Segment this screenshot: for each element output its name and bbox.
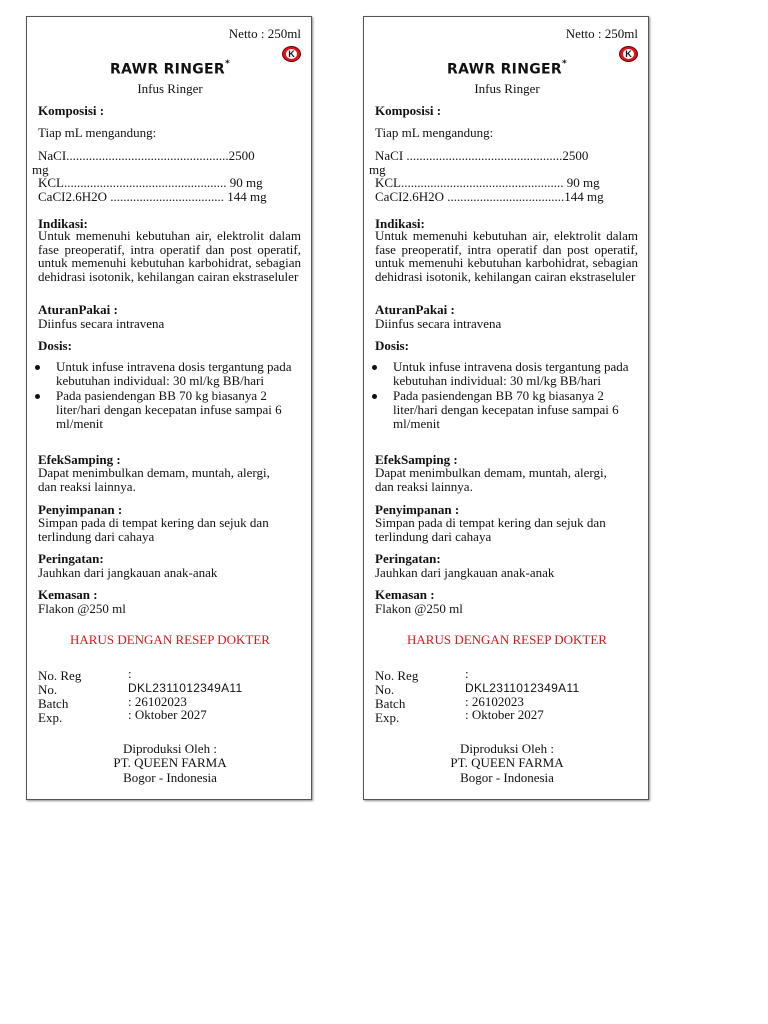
product-name (27, 61, 313, 78)
indikasi-text: Untuk memenuhi kebutuhan air, elektrolit dalam fase preoperatif, intra operatif dan post operatif, untuk memenuhi kebutuhan karbohidrat, sebagian dehidrasi isotonik, kehilangan cairan ekstraseluler (375, 228, 638, 284)
peringatan-heading: Peringatan: (375, 551, 441, 566)
no-label: No. (38, 682, 58, 697)
badge-letter: K (623, 49, 634, 59)
aturan-text: Diinfus secara intravena (38, 316, 165, 331)
product-mark: * (224, 59, 230, 69)
dosis-item-text: Pada pasiendengan BB 70 kg biasanya 2 liter/hari dengan kecepatan infuse sampai 6 ml/menit (56, 388, 282, 431)
prescription-warning: HARUS DENGAN RESEP DOKTER (407, 632, 607, 647)
bullet-icon (372, 365, 377, 370)
list-item (364, 389, 633, 431)
reg-colon: : (465, 666, 469, 681)
aturan-text: Diinfus secara intravena (375, 316, 502, 331)
kcl-line: KCL.................................................. 90 mg (38, 175, 263, 190)
reg-number: DKL2311012349A11 (465, 681, 580, 695)
peringatan-text: Jauhkan dari jangkauan anak-anak (38, 565, 218, 580)
product-mark: * (561, 59, 567, 69)
penyimpanan-heading: Penyimpanan : (38, 502, 123, 517)
kemasan-heading: Kemasan : (38, 587, 98, 602)
penyimpanan-text: Simpan pada di tempat kering dan sejuk dan terlindung dari cahaya (375, 515, 606, 544)
batch-value: : 26102023 (465, 694, 524, 709)
exp-value: : Oktober 2027 (465, 707, 544, 722)
reg-number: DKL2311012349A11 (128, 681, 243, 695)
batch-label: Batch (375, 696, 406, 711)
netto-volume: Netto : 250ml (228, 26, 301, 41)
nacl-unit: mg (32, 162, 49, 177)
company-location: Bogor - Indonesia (123, 770, 217, 785)
kemasan-text: Flakon @250 ml (375, 601, 463, 616)
dosis-list (27, 360, 313, 431)
batch-label: Batch (38, 696, 69, 711)
aturan-heading: AturanPakai : (375, 302, 455, 317)
prescription-warning: HARUS DENGAN RESEP DOKTER (70, 632, 270, 647)
komposisi-intro: Tiap mL mengandung: (38, 125, 157, 140)
komposisi-intro: Tiap mL mengandung: (375, 125, 494, 140)
indikasi-heading: Indikasi: (375, 216, 425, 231)
badge-letter: K (286, 49, 297, 59)
batch-value: : 26102023 (128, 694, 187, 709)
label-left (26, 16, 312, 800)
product-name-text: RAWR RINGER (447, 61, 562, 78)
company-location: Bogor - Indonesia (460, 770, 554, 785)
company-name: PT. QUEEN FARMA (450, 755, 564, 770)
peringatan-heading: Peringatan: (38, 551, 104, 566)
indikasi-text: Untuk memenuhi kebutuhan air, elektrolit dalam fase preoperatif, intra operatif dan post operatif, untuk memenuhi kebutuhan karbohidrat, sebagian dehidrasi isotonik, kehilangan cairan ekstraseluler (38, 228, 301, 284)
exp-label: Exp. (38, 710, 63, 725)
product-subtitle: Infus Ringer (137, 81, 203, 96)
list-item (27, 360, 296, 388)
cacl-line: CaCI2.6H2O ....................................144 mg (375, 189, 604, 204)
efek-text: Dapat menimbulkan demam, muntah, alergi, dan reaksi lainnya. (375, 465, 607, 494)
reg-label: No. Reg (38, 668, 82, 683)
indikasi-heading: Indikasi: (38, 216, 88, 231)
kcl-line: KCL.................................................. 90 mg (375, 175, 600, 190)
netto-volume: Netto : 250ml (565, 26, 638, 41)
dosis-heading: Dosis: (375, 338, 409, 353)
red-k-circle-icon (619, 46, 638, 62)
exp-label: Exp. (375, 710, 400, 725)
aturan-heading: AturanPakai : (38, 302, 118, 317)
company-name: PT. QUEEN FARMA (113, 755, 227, 770)
no-label: No. (375, 682, 395, 697)
penyimpanan-heading: Penyimpanan : (375, 502, 460, 517)
kemasan-heading: Kemasan : (375, 587, 435, 602)
efek-heading: EfekSamping : (375, 452, 458, 467)
exp-value: : Oktober 2027 (128, 707, 207, 722)
bullet-icon (35, 394, 40, 399)
penyimpanan-text: Simpan pada di tempat kering dan sejuk dan terlindung dari cahaya (38, 515, 269, 544)
dosis-item-text: Untuk infuse intravena dosis tergantung pada kebutuhan individual: 30 ml/kg BB/hari (56, 359, 292, 388)
produced-by: Diproduksi Oleh : (123, 741, 217, 756)
peringatan-text: Jauhkan dari jangkauan anak-anak (375, 565, 555, 580)
product-subtitle: Infus Ringer (474, 81, 540, 96)
efek-text: Dapat menimbulkan demam, muntah, alergi, dan reaksi lainnya. (38, 465, 270, 494)
label-right (363, 16, 649, 800)
cacl-line: CaCI2.6H2O ................................... 144 mg (38, 189, 267, 204)
nacl-line: NaCI..................................................2500 (38, 148, 255, 163)
efek-heading: EfekSamping : (38, 452, 121, 467)
komposisi-heading: Komposisi : (375, 103, 442, 118)
komposisi-heading: Komposisi : (38, 103, 105, 118)
dosis-heading: Dosis: (38, 338, 72, 353)
kemasan-text: Flakon @250 ml (38, 601, 126, 616)
dosis-item-text: Pada pasiendengan BB 70 kg biasanya 2 liter/hari dengan kecepatan infuse sampai 6 ml/menit (393, 388, 619, 431)
dosis-item-text: Untuk infuse intravena dosis tergantung pada kebutuhan individual: 30 ml/kg BB/hari (393, 359, 629, 388)
reg-label: No. Reg (375, 668, 419, 683)
list-item (364, 360, 633, 388)
red-k-circle-icon (282, 46, 301, 62)
dosis-list (364, 360, 650, 431)
bullet-icon (35, 365, 40, 370)
product-name-text: RAWR RINGER (110, 61, 225, 78)
bullet-icon (372, 394, 377, 399)
reg-colon: : (128, 666, 132, 681)
list-item (27, 389, 296, 431)
produced-by: Diproduksi Oleh : (460, 741, 554, 756)
nacl-line: NaCI ................................................2500 (375, 148, 589, 163)
product-name (364, 61, 650, 78)
nacl-unit: mg (369, 162, 386, 177)
